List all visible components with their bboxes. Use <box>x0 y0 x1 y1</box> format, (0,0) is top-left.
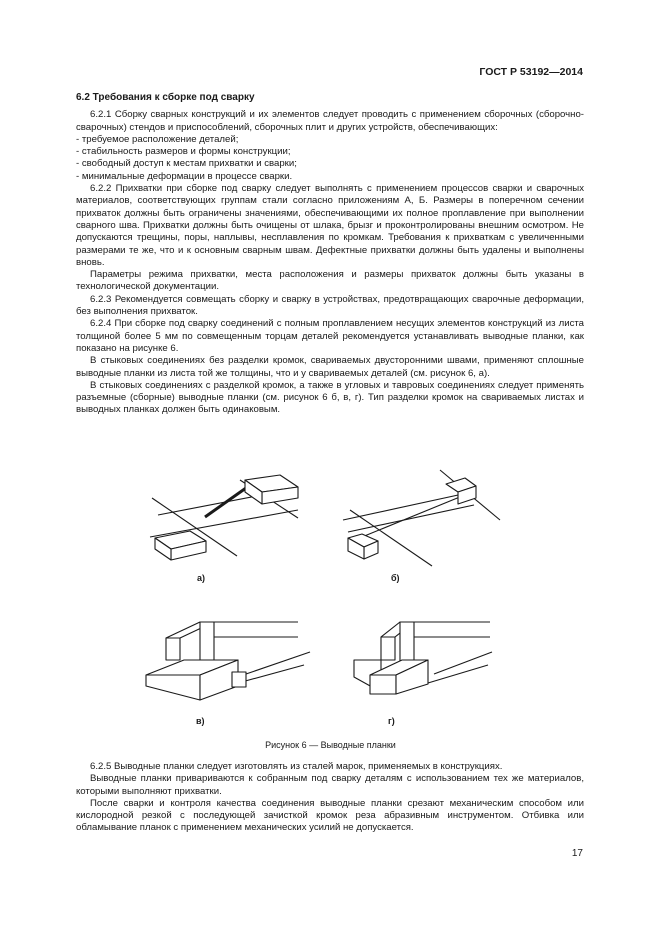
figure-label-b: б) <box>391 573 400 583</box>
paragraph: Выводные планки привариваются к собранным под сварку деталям с использованием тех же материалов, которыми выполняют прихватки. <box>76 773 584 797</box>
list-item: - стабильность размеров и формы конструкции; <box>76 146 291 158</box>
figure-d-drawing <box>354 622 492 694</box>
list-item: - свободный доступ к местам прихватки и сварки; <box>76 158 297 170</box>
paragraph: 6.2.5 Выводные планки следует изготовлять из сталей марок, применяемых в конструкциях. <box>90 761 503 772</box>
body-text-bottom <box>76 761 584 835</box>
section-title: 6.2 Требования к сборке под сварку <box>76 92 255 103</box>
document-code: ГОСТ Р 53192—2014 <box>479 66 583 78</box>
paragraph: 6.2.3 Рекомендуется совмещать сборку и сварку в устройствах, предотвращающих сварочные деформации, без выполнения прихваток. <box>76 293 584 318</box>
paragraph: 6.2.1 Сборку сварных конструкций и их элементов следует проводить с применением сборочных (сборочно-сварочных) стендов и приспособлений, сборочных плит и других устройств, обеспечивающих: <box>76 109 584 133</box>
figure-label-a: а) <box>197 573 206 583</box>
paragraph: 6.2.2 Прихватки при сборке под сварку следует выполнять с применением процессов сварки и сварочных материалов, соответствующих группам стали согласно приложениям А, Б. Размеры в поперечном сечении прихваток должны быть ограничены значениями, обеспечивающими их полное проплавление при выполнении сварного шва. Прихватки должны быть очищены от шлака, брызг и проконтролированы внешним осмотром. Не допускаются трещины, поры, наплывы, несплавления по кромкам. Требования к прихваткам с увеличенными размерами те же, что и к основным сварным швам. Дефектные прихватки должны быть удалены и выполнены вновь. <box>76 183 584 268</box>
paragraph: В стыковых соединениях с разделкой кромок, а также в угловых и тавровых соединениях следует применять разъемные (сборные) выводные планки (см. рисунок 6 б, в, г). Тип разделки кромок на свариваемых листах и выводных планках должен быть одинаковым. <box>76 379 584 416</box>
paragraph: Параметры режима прихватки, места расположения и размеры прихваток должны быть указаны в технологической документации. <box>76 269 584 293</box>
figure-c-drawing <box>146 622 310 700</box>
page-number: 17 <box>571 848 583 859</box>
list-item: - требуемое расположение деталей; <box>76 133 239 145</box>
figure-label-d: г) <box>388 716 395 726</box>
paragraph: После сварки и контроля качества соединения выводные планки срезают механическим способом или кислородной резкой с последующей зачисткой кромок реза абразивным инструментом. Отбивка или обламывание планок с применением механических усилий не допускается. <box>76 797 584 834</box>
figure-a-drawing <box>150 475 298 560</box>
list-item: - минимальные деформации в процессе сварки. <box>76 170 293 182</box>
paragraph: В стыковых соединениях без разделки кромок, свариваемых двусторонними швами, применяют сплошные выводные планки из листа той же толщины, что и у свариваемых деталей (см. рисунок 6, а). <box>76 355 584 379</box>
figure-label-c: в) <box>196 716 205 726</box>
figure-caption: Рисунок 6 — Выводные планки <box>265 740 396 750</box>
paragraph: 6.2.4 При сборке под сварку соединений с полным проплавлением несущих элементов конструкций из листа толщиной более 5 мм по совмещенным торцам деталей рекомендуется устанавливать выводные планки, как показано на рисунке 6. <box>76 318 584 354</box>
figure-b-drawing <box>343 470 500 566</box>
